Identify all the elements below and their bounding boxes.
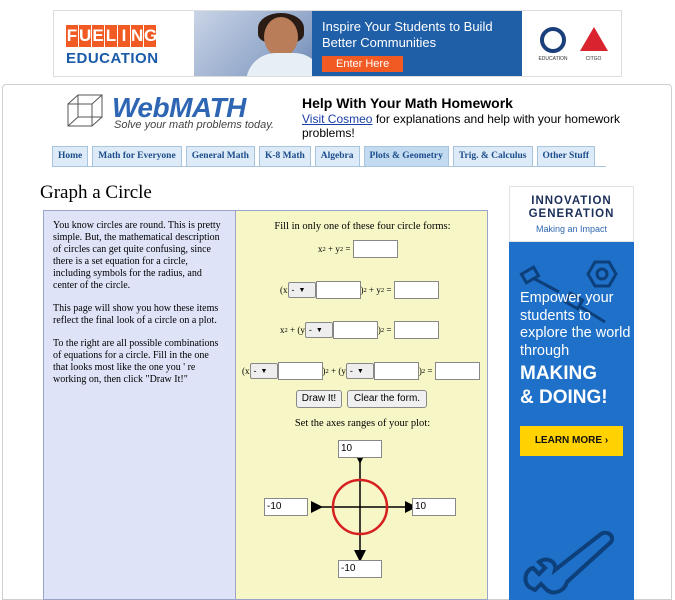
help-title: Help With Your Math Homework xyxy=(302,95,513,111)
fueling-letter: E xyxy=(92,26,104,45)
tab-math-for-everyone[interactable]: Math for Everyone xyxy=(92,146,181,166)
draw-it-button[interactable]: Draw It! xyxy=(296,390,342,408)
form2-x-sign-select[interactable]: - ▼ xyxy=(288,282,316,298)
innovation-generation-logo: INNOVATION GENERATION Making an Impact xyxy=(509,186,634,242)
y-axis-min-input[interactable]: -10 xyxy=(338,560,382,578)
form-instruction: Fill in only one of these four circle forms: xyxy=(274,221,451,232)
fueling-letter: L xyxy=(105,26,117,45)
side-banner-ad[interactable] xyxy=(509,186,634,600)
education-word: EDUCATION xyxy=(66,50,159,67)
form3-y-sign-select[interactable]: - ▼ xyxy=(305,322,333,338)
circle-form-2: ( x - ▼ ) 2 + y 2 = xyxy=(280,281,439,299)
top-banner-ad[interactable] xyxy=(53,10,622,77)
tab-algebra[interactable]: Algebra xyxy=(315,146,360,166)
wrench-icon xyxy=(509,512,634,600)
side-ad-big-text: MAKING & DOING! xyxy=(520,363,608,408)
tab-general-math[interactable]: General Math xyxy=(186,146,255,166)
webmath-logo[interactable]: WebMATH xyxy=(112,92,246,123)
form2-x-center-input[interactable] xyxy=(316,281,361,299)
y-axis-max-input[interactable]: 10 xyxy=(338,440,382,458)
form4-radius-input[interactable] xyxy=(435,362,480,380)
form3-radius-input[interactable] xyxy=(394,321,439,339)
tab-k8-math[interactable]: K-8 Math xyxy=(259,146,311,166)
circle-form-1: x 2 + y 2 = xyxy=(318,240,398,258)
fueling-letter: U xyxy=(79,26,92,45)
form4-y-center-input[interactable] xyxy=(374,362,419,380)
form3-y-center-input[interactable] xyxy=(333,321,378,339)
cube-icon xyxy=(64,92,108,130)
axes-instruction: Set the axes ranges of your plot: xyxy=(294,418,431,429)
description-paragraph-3: To the right are all possible combinations of equations for a circle. Fill in the one that looks most like the one you ' re working on, then click "Draw It!" xyxy=(53,338,219,385)
nav-tabs xyxy=(52,146,595,166)
citgo-logo: CITGO xyxy=(580,21,608,71)
form4-x-sign-select[interactable]: - ▼ xyxy=(250,363,278,379)
learn-more-button[interactable]: LEARN MORE › xyxy=(520,426,623,456)
help-text: for explanations and help with your homework problems! xyxy=(302,112,620,140)
tab-other-stuff[interactable]: Other Stuff xyxy=(537,146,596,166)
description-paragraph-1: You know circles are round. This is pretty simple. But, the mathematical description of circles can get quite confusing, since there is a set equation for a circle, including symbols for the radius, and center of the circle. xyxy=(53,220,221,291)
fueling-letter: F xyxy=(66,26,78,45)
ad-message-panel xyxy=(312,11,522,77)
x-axis-max-input[interactable]: 10 xyxy=(412,498,456,516)
form4-y-sign-select[interactable]: - ▼ xyxy=(346,363,374,379)
tab-plots-geometry[interactable]: Plots & Geometry xyxy=(364,146,449,166)
fueling-word xyxy=(66,25,166,47)
description-paragraph-2: This page will show you how these items reflect the final look of a circle on a plot. xyxy=(53,303,219,326)
description-panel xyxy=(43,210,235,600)
fueling-letter: G xyxy=(144,26,158,45)
form1-radius-input[interactable] xyxy=(353,240,398,258)
fueling-education-logo xyxy=(66,25,166,67)
sponsor-logos xyxy=(524,21,622,71)
webmath-tagline: Solve your math problems today. xyxy=(114,119,274,131)
tab-trig-calculus[interactable]: Trig. & Calculus xyxy=(453,146,533,166)
ad-headline: Inspire Your Students to Build Better Communities xyxy=(322,19,493,50)
tab-divider xyxy=(52,166,606,167)
circle-form-3: x 2 + ( y - ▼ ) 2 = xyxy=(280,321,439,339)
tab-home[interactable]: Home xyxy=(52,146,88,166)
fueling-letter: N xyxy=(131,26,144,45)
form4-x-center-input[interactable] xyxy=(278,362,323,380)
visit-cosmeo-link[interactable]: Visit Cosmeo xyxy=(302,112,373,126)
discovery-education-logo: EDUCATION xyxy=(538,21,567,71)
fueling-letter: I xyxy=(118,25,130,47)
side-ad-copy: Empower your students to explore the world through xyxy=(520,290,631,359)
form2-radius-input[interactable] xyxy=(394,281,439,299)
clear-form-button[interactable]: Clear the form. xyxy=(347,390,427,408)
circle-form-4: ( x - ▼ ) 2 + ( y - ▼ ) 2 = xyxy=(242,362,480,380)
page-title: Graph a Circle xyxy=(40,182,152,203)
help-line xyxy=(302,112,675,140)
enter-here-button[interactable]: Enter Here xyxy=(322,56,403,72)
x-axis-min-input[interactable]: -10 xyxy=(264,498,308,516)
